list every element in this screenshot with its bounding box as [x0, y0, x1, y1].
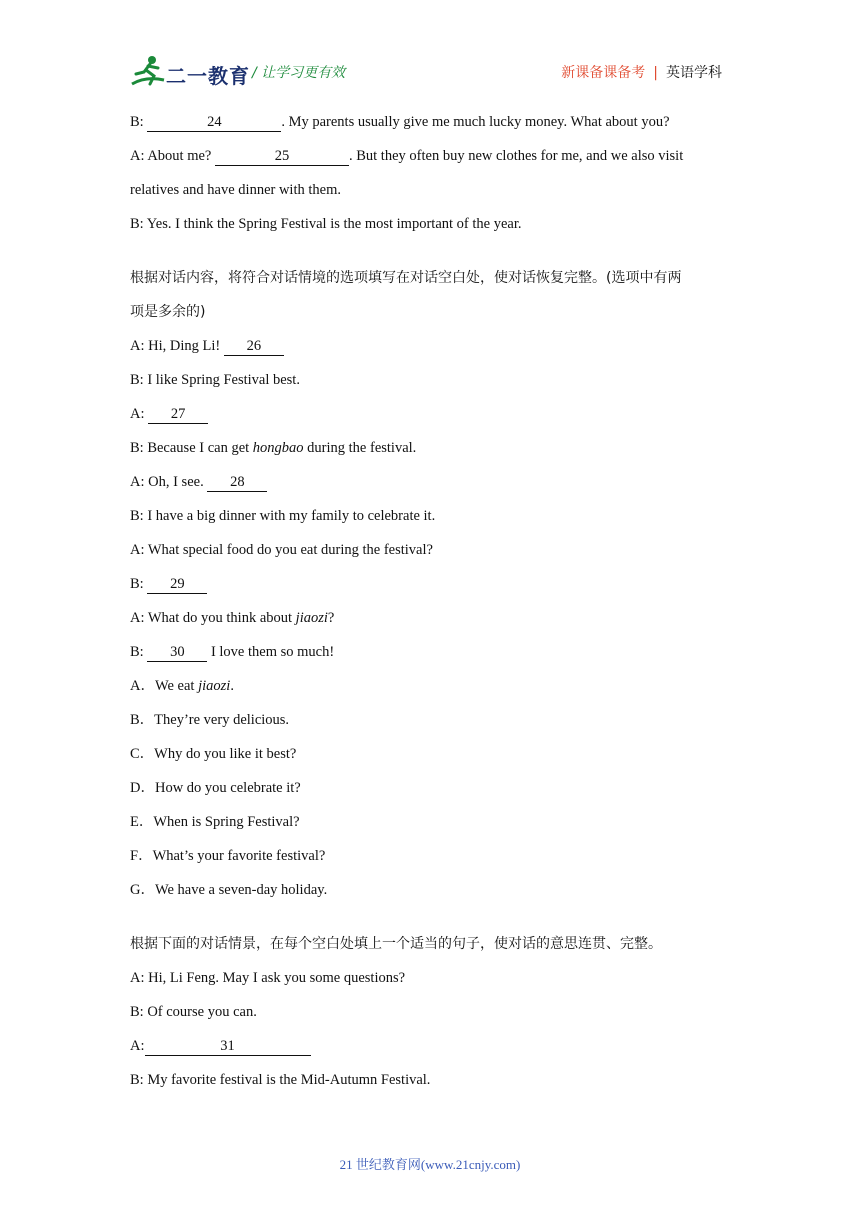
- option-b: B．They’re very delicious.: [130, 712, 290, 728]
- dialogue-line: A: About me? 25 . But they often buy new clothes for me, and we also visit: [130, 148, 684, 164]
- document-body: [130, 110, 730, 1102]
- option-e: E．When is Spring Festival?: [130, 814, 300, 830]
- dialogue-line: A: What special food do you eat during the festival?: [130, 542, 433, 558]
- blank-25[interactable]: 25: [215, 147, 349, 166]
- option-d: D．How do you celebrate it?: [130, 780, 301, 796]
- instruction-text: 根据下面的对话情景，在每个空白处填上一个适当的句子，使对话的意思连贯、完整。: [130, 936, 662, 952]
- slogan: / 让学习更有效: [252, 65, 346, 81]
- dialogue-line: B: Of course you can.: [130, 1004, 257, 1020]
- runner-logo-icon: [130, 54, 170, 88]
- option-f: F．What’s your favorite festival?: [130, 848, 326, 864]
- dialogue-line: B: 30 I love them so much!: [130, 644, 335, 660]
- instruction-text: 根据对话内容，将符合对话情境的选项填写在对话空白处，使对话恢复完整。(选项中有两: [130, 270, 682, 286]
- dialogue-line: B: I have a big dinner with my family to celebrate it.: [130, 508, 436, 524]
- header-subject: [561, 62, 722, 82]
- dialogue-line: A: Hi, Li Feng. May I ask you some questions?: [130, 970, 406, 986]
- blank-30[interactable]: 30: [147, 643, 207, 662]
- dialogue-line: A: 31: [130, 1034, 730, 1068]
- dialogue-line: B: Because I can get hongbao during the festival.: [130, 440, 417, 456]
- header-separator: |: [653, 65, 658, 81]
- logo-text: 二一教育: [166, 64, 250, 88]
- page-footer: 21 世纪教育网(www.21cnjy.com): [339, 1157, 521, 1172]
- blank-27[interactable]: 27: [148, 405, 208, 424]
- dialogue-line: relatives and have dinner with them.: [130, 182, 341, 198]
- dialogue-line: B: I like Spring Festival best.: [130, 372, 300, 388]
- blank-28[interactable]: 28: [207, 473, 267, 492]
- dialogue-line: B: 24 . My parents usually give me much lucky money. What about you?: [130, 114, 670, 130]
- option-a: A．We eat jiaozi.: [130, 678, 234, 694]
- dialogue-line: B: Yes. I think the Spring Festival is the most important of the year.: [130, 216, 522, 232]
- dialogue-line: A: 27: [130, 402, 730, 436]
- blank-24[interactable]: 24: [147, 113, 281, 132]
- option-c: C．Why do you like it best?: [130, 746, 297, 762]
- header-subject-label: 英语学科: [666, 65, 722, 81]
- blank-29[interactable]: 29: [147, 575, 207, 594]
- instruction-text: 项是多余的): [130, 304, 206, 320]
- option-g: G．We have a seven-day holiday.: [130, 882, 328, 898]
- header-tagline: 新课备课备考: [561, 65, 646, 81]
- logo: [130, 54, 250, 88]
- dialogue-line: B: 29: [130, 572, 730, 606]
- dialogue-line: A: Hi, Ding Li! 26: [130, 334, 730, 368]
- blank-26[interactable]: 26: [224, 337, 284, 356]
- dialogue-line: B: My favorite festival is the Mid-Autumn Festival.: [130, 1072, 431, 1088]
- dialogue-line: A: What do you think about jiaozi?: [130, 610, 335, 626]
- page-header: [0, 0, 860, 100]
- blank-31[interactable]: 31: [145, 1037, 311, 1056]
- dialogue-line: A: Oh, I see. 28: [130, 470, 730, 504]
